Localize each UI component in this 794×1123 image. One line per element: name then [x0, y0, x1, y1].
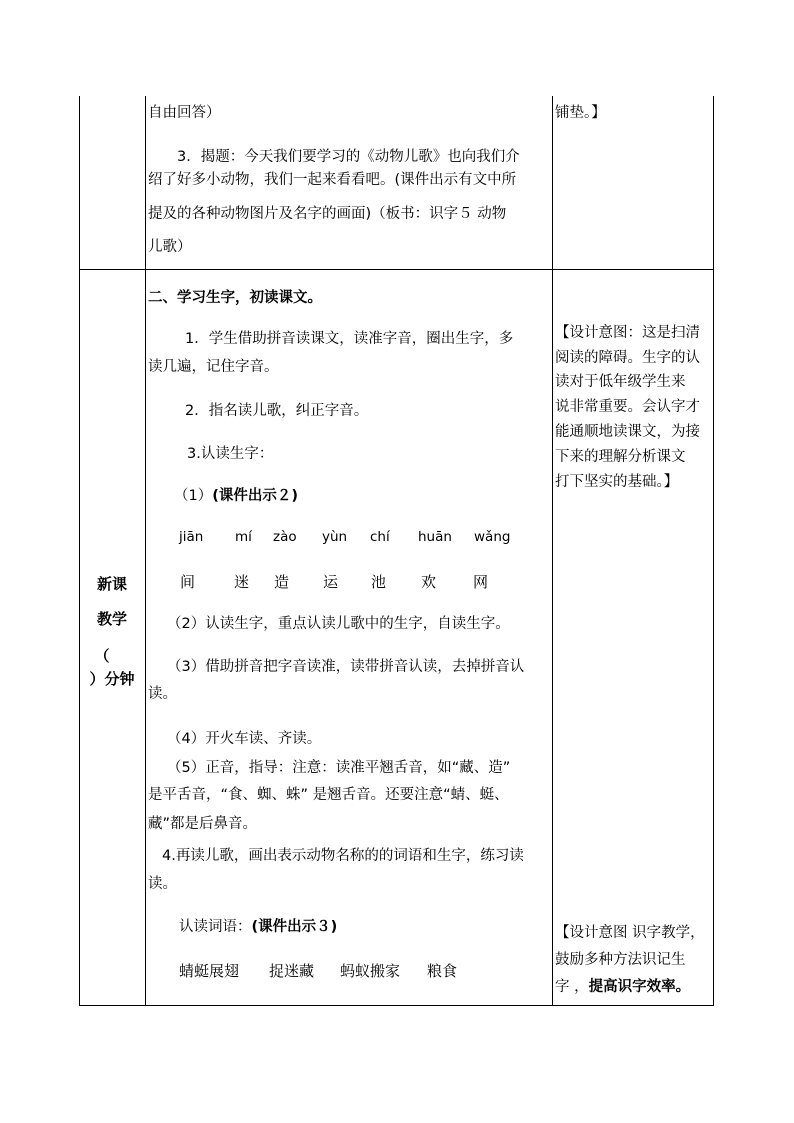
- top-row-line-2: 3．揭题：今天我们要学习的《动物儿歌》也向我们介: [177, 149, 520, 165]
- table-col-divider-2: [552, 96, 553, 1006]
- pinyin-6: huān: [418, 529, 452, 545]
- note1-line-6: 下来的理解分析课文: [555, 449, 686, 465]
- table-right-border: [713, 96, 714, 1006]
- pinyin-2: mí: [235, 529, 252, 545]
- table-col-divider-1: [145, 96, 146, 1006]
- note1-line-7: 打下坚实的基础。】: [555, 474, 679, 490]
- step3: 3.认读生字：: [187, 446, 274, 462]
- char-2: 迷: [234, 573, 250, 591]
- char-3: 造: [274, 573, 290, 591]
- word-4: 粮食: [427, 962, 458, 980]
- pinyin-3: zào: [273, 529, 297, 545]
- word-2: 捉迷藏: [269, 962, 315, 980]
- section-label-2: 教学: [96, 610, 127, 628]
- char-5: 池: [371, 573, 387, 591]
- sub5-line-3: 藏”都是后鼻音。: [148, 816, 258, 832]
- section-heading: 二、学习生字，初读课文。: [148, 290, 322, 306]
- note2-last-normal: 字 ，: [555, 979, 589, 995]
- sub5-line-2: 是平舌音，“食、蜘、蛛” 是翘舌音。还要注意“蜻、蜓、: [148, 787, 509, 803]
- sub2: （2）认读生字，重点认读儿歌中的生字，自读生字。: [167, 616, 510, 632]
- words-heading: [179, 916, 337, 939]
- top-row-line-1: 自由回答）: [148, 105, 221, 121]
- section-label-4: ）分钟: [89, 670, 135, 688]
- note1-bracket-label: 【设计意图：这是扫清: [555, 325, 700, 341]
- step4-line-2: 读。: [148, 876, 177, 892]
- words-prefix: 认读词语：: [179, 919, 252, 935]
- step4-line-1: 4.再读儿歌，画出表示动物名称的的词语和生字，练习读: [162, 848, 524, 864]
- step1-line-1: 1．学生借助拼音读课文，读准字音，圈出生字，多: [185, 331, 514, 347]
- note2-line-3: [555, 976, 690, 999]
- step2: 2．指名读儿歌，纠正字音。: [185, 403, 369, 419]
- sub3-line-2: 读。: [148, 686, 177, 702]
- words-courseware: (课件出示３): [251, 919, 338, 935]
- char-6: 欢: [421, 573, 437, 591]
- top-row-right-note: 铺垫。】: [555, 105, 606, 121]
- char-1: 间: [180, 573, 196, 591]
- note1-line-2: 阅读的障碍。生字的认: [555, 350, 700, 366]
- note1-line-1: [555, 322, 700, 345]
- sub1: [174, 485, 298, 508]
- word-3: 蚂蚁搬家: [340, 962, 401, 980]
- note1-line-4: 说非常重要。会认字才: [555, 399, 700, 415]
- lesson-plan-table: [79, 96, 714, 1006]
- char-7: 网: [473, 573, 489, 591]
- table-row-divider: [79, 269, 714, 270]
- sub3-line-1: （3）借助拼音把字音读准，读带拼音认读，去掉拼音认: [167, 659, 525, 675]
- pinyin-4: yùn: [322, 529, 348, 545]
- pinyin-7: wǎng: [474, 529, 511, 545]
- top-row-line-3: 绍了好多小动物，我们一起来看看吧。(课件出示有文中所: [148, 172, 517, 188]
- word-1: 蜻蜓展翅: [179, 962, 240, 980]
- sub4: （4）开火车读、齐读。: [167, 731, 322, 747]
- pinyin-5: chí: [370, 529, 390, 545]
- section-label-1: 新课: [96, 575, 127, 593]
- note1-line-5: 能通顺地读课文，为接: [555, 424, 700, 440]
- note2-line-1: 【设计意图 识字教学，: [555, 925, 705, 941]
- top-row-line-4: 提及的各种动物图片及名字的画面)（板书：识字５ 动物: [148, 206, 507, 222]
- section-label-3: （: [94, 647, 110, 665]
- pinyin-1: jiān: [179, 529, 204, 545]
- note1-line-3: 读对于低年级学生来: [555, 374, 686, 390]
- table-left-border: [79, 96, 80, 1006]
- step1-line-2: 读几遍，记住字音。: [148, 359, 279, 375]
- note2-last-bold: 提高识字效率。: [588, 979, 691, 995]
- table-bottom-border: [79, 1005, 714, 1006]
- sub5-line-1: （5）正音，指导：注意：读准平翘舌音，如“藏、造”: [167, 760, 511, 776]
- char-4: 运: [323, 573, 339, 591]
- sub1-prefix: （1）: [174, 488, 213, 504]
- sub1-courseware: (课件出示２): [212, 488, 298, 504]
- note2-line-2: 鼓励多种方法识记生: [555, 952, 686, 968]
- top-row-line-5: 儿歌）: [148, 239, 192, 255]
